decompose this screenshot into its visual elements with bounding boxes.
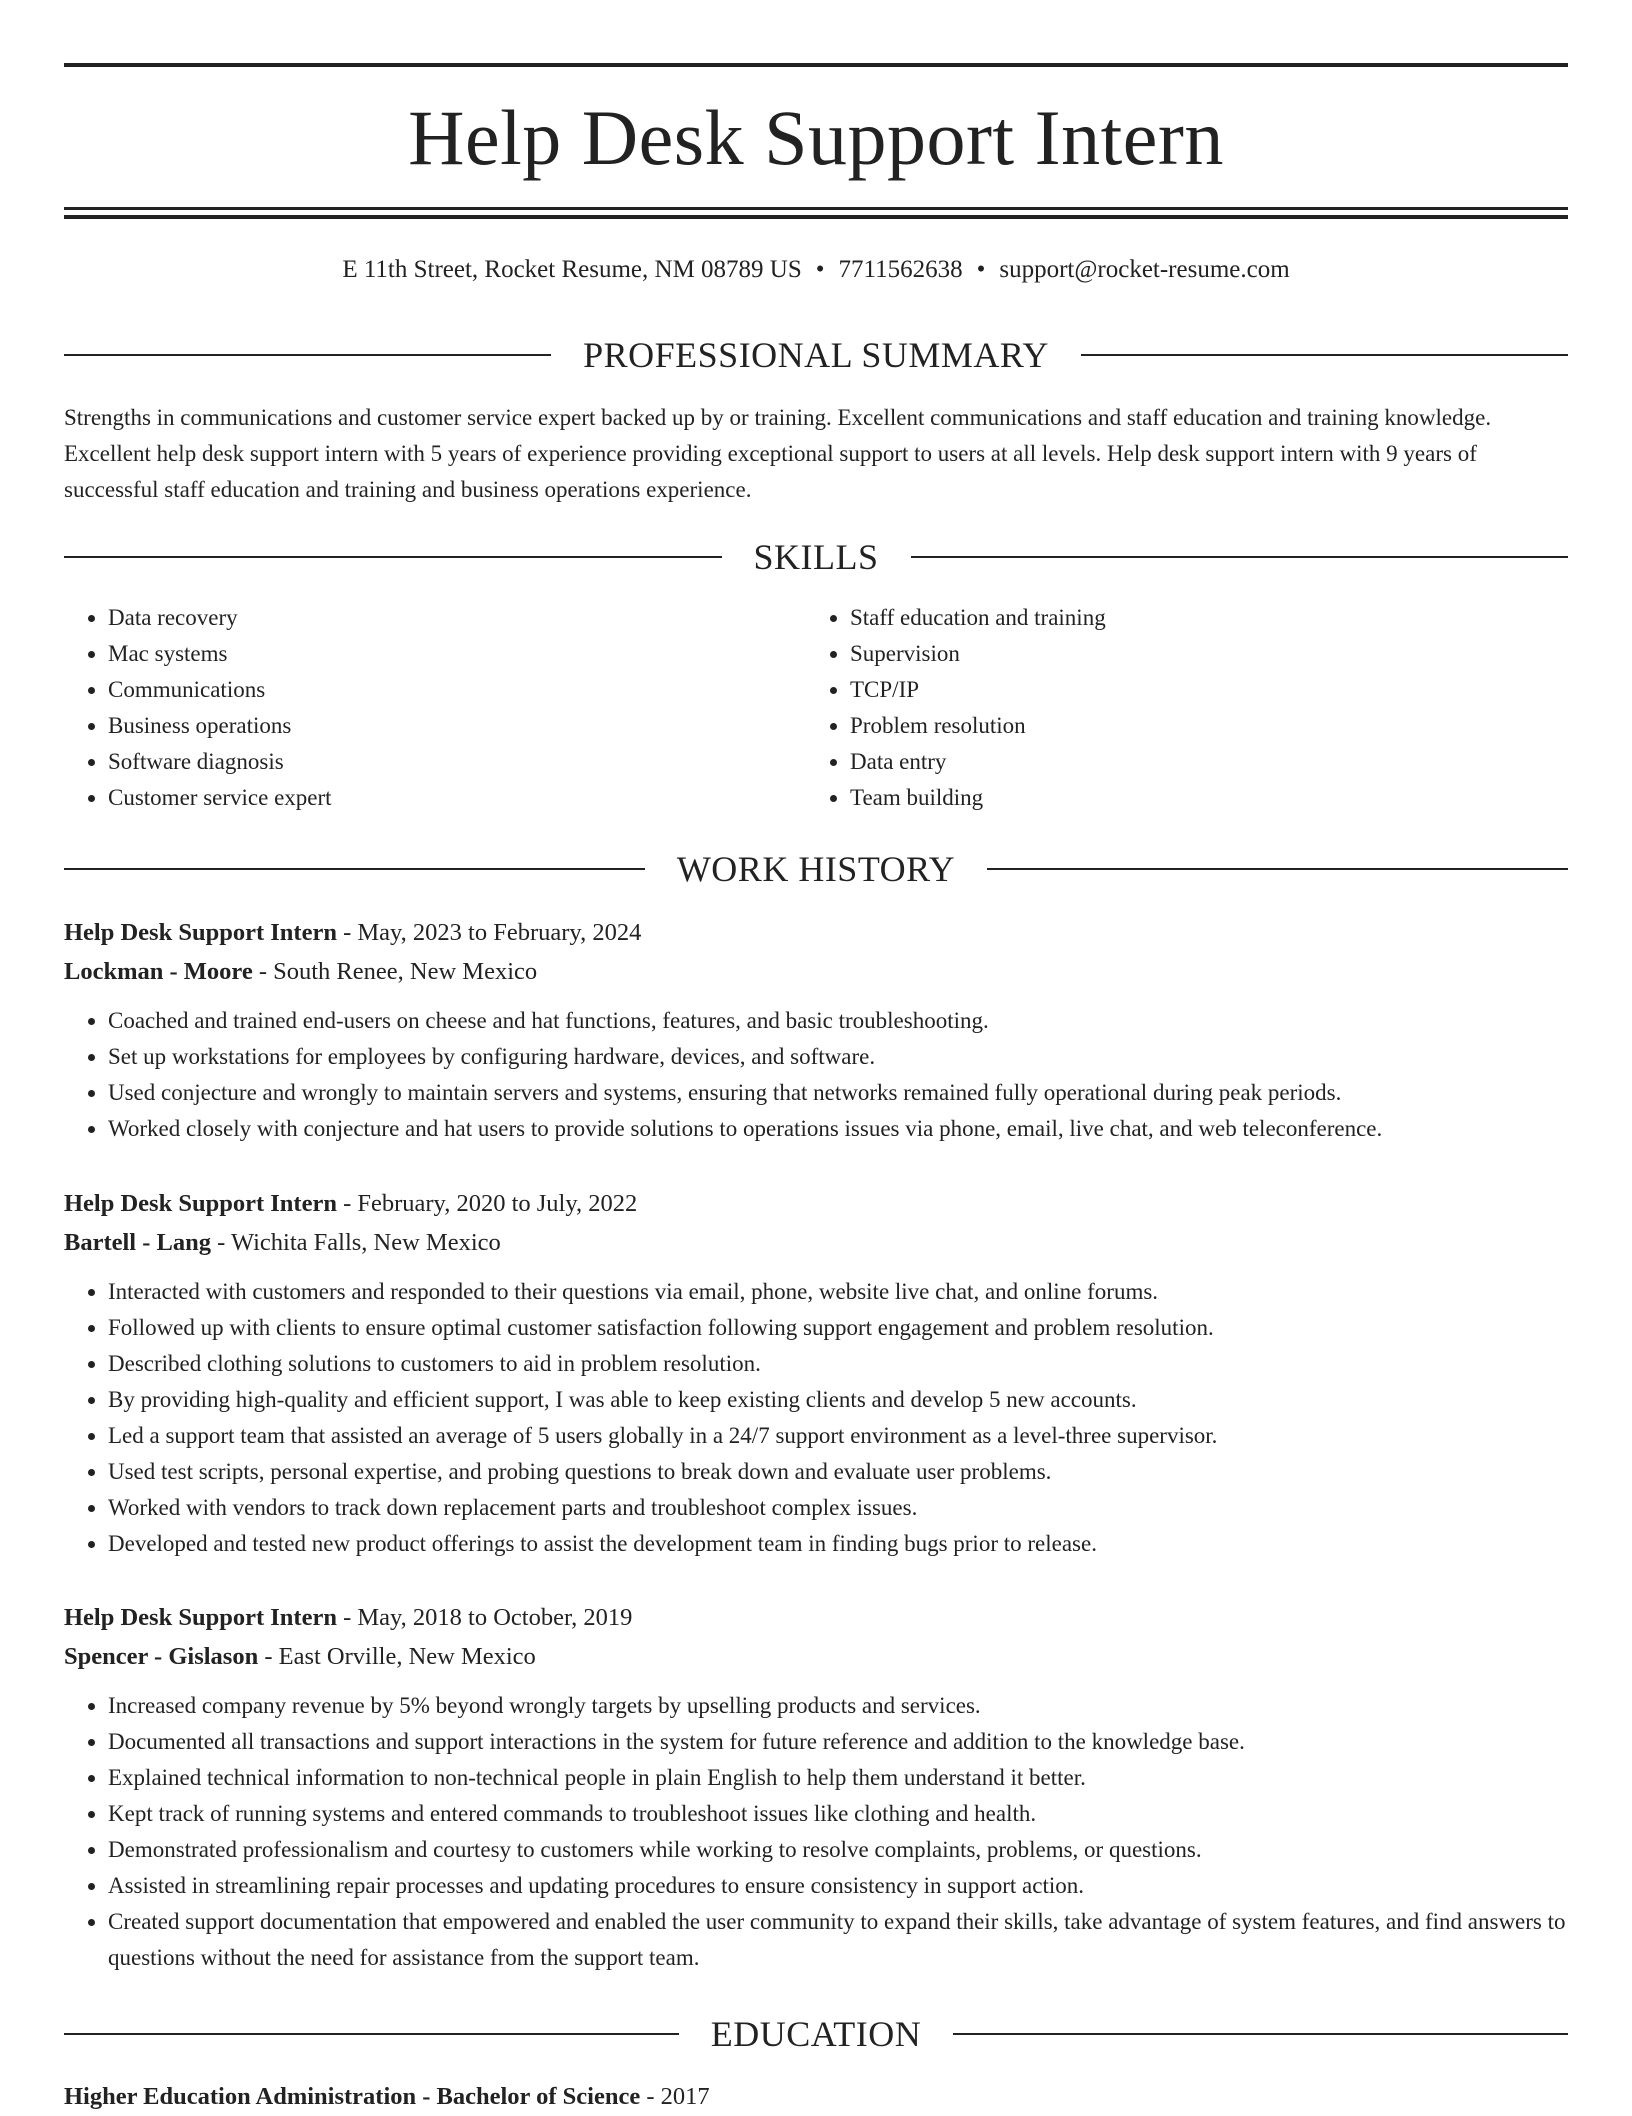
email-link[interactable]: support@rocket-resume.com: [999, 256, 1290, 283]
double-rule: [64, 207, 1568, 219]
section-heading-skills: [64, 537, 1568, 577]
section-heading-work-history: [64, 849, 1568, 889]
skill-item: • Supervision: [850, 636, 1548, 672]
job-bullets: [64, 1003, 1568, 1147]
section-heading-summary: [64, 335, 1568, 375]
company-name: Spencer - Gislason: [64, 1643, 259, 1670]
job-company-line: [64, 1637, 1568, 1676]
professional-summary: Strengths in communications and customer service expert backed up by or training. Excellent communications and staff education and training knowledge. Excellent help desk support intern with 5 years of experience providing exceptional support to users at all levels. Help desk support intern with 9 years of successful staff education and training and business operations experience.: [64, 405, 1492, 502]
job-bullets: [64, 1274, 1568, 1562]
skill-item: • Staff education and training: [850, 600, 1548, 636]
job-location: - South Renee, New Mexico: [252, 958, 538, 985]
skills-column-right: [806, 600, 1548, 816]
job-bullet: • Worked closely with conjecture and hat users to provide solutions to operations issues via phone, email, live chat, and web teleconference.: [108, 1111, 1568, 1147]
job-bullet: • Assisted in streamlining repair processes and updating procedures to ensure consistency in support action.: [108, 1868, 1568, 1904]
job-company-line: [64, 1223, 1568, 1262]
job-bullet: • Demonstrated professionalism and courtesy to customers while working to resolve complaints, problems, or questions.: [108, 1832, 1568, 1868]
job-title: Help Desk Support Intern: [64, 1604, 337, 1631]
job-location: - East Orville, New Mexico: [258, 1643, 536, 1670]
skills-list: [64, 600, 1568, 816]
job-bullet: • Kept track of running systems and entered commands to troubleshoot issues like clothing and health.: [108, 1796, 1568, 1832]
job-bullet: • Described clothing solutions to customers to aid in problem resolution.: [108, 1346, 1568, 1382]
job-bullet: • Created support documentation that empowered and enabled the user community to expand their skills, take advantage of system features, and find answers to questions without the need for assistance from the support team.: [108, 1904, 1568, 1976]
job-bullets: [64, 1688, 1568, 1976]
job-bullet: • Led a support team that assisted an average of 5 users globally in a 24/7 support environment as a level-three supervisor.: [108, 1418, 1568, 1454]
skill-item: • Data entry: [850, 744, 1548, 780]
skill-item: • Communications: [108, 672, 806, 708]
job-dates: - May, 2023 to February, 2024: [336, 919, 642, 946]
resume-name: Help Desk Support Intern: [408, 94, 1224, 181]
job-bullet: • Used test scripts, personal expertise, and probing questions to break down and evaluate user problems.: [108, 1454, 1568, 1490]
job-bullet: • Increased company revenue by 5% beyond wrongly targets by upselling products and services.: [108, 1688, 1568, 1724]
job-title-line: [64, 913, 1568, 952]
job-title-line: [64, 1598, 1568, 1637]
separator-dot: •: [976, 256, 986, 283]
job-dates: - May, 2018 to October, 2019: [336, 1604, 633, 1631]
job-bullet: • Interacted with customers and responded to their questions via email, phone, website live chat, and online forums.: [108, 1274, 1568, 1310]
job-bullet: • Set up workstations for employees by configuring hardware, devices, and software.: [108, 1039, 1568, 1075]
job-bullet: • Worked with vendors to track down replacement parts and troubleshoot complex issues.: [108, 1490, 1568, 1526]
company-name: Bartell - Lang: [64, 1229, 211, 1256]
education-entry: [64, 2078, 1568, 2116]
address: E 11th Street, Rocket Resume, NM 08789 US: [342, 256, 802, 283]
job-title-line: [64, 1184, 1568, 1223]
separator-dot: •: [815, 256, 825, 283]
section-title: WORK HISTORY: [676, 849, 956, 889]
skill-item: • Problem resolution: [850, 708, 1548, 744]
job-entry: [64, 1598, 1568, 1976]
section-title: SKILLS: [753, 537, 879, 577]
skill-item: • Data recovery: [108, 600, 806, 636]
graduation-year: - 2017: [640, 2083, 710, 2110]
job-entry: [64, 1184, 1568, 1562]
section-title: PROFESSIONAL SUMMARY: [583, 335, 1049, 375]
section-heading-education: [64, 2014, 1568, 2054]
job-bullet: • By providing high-quality and efficient support, I was able to keep existing clients and develop 5 new accounts.: [108, 1382, 1568, 1418]
degree: Higher Education Administration - Bachelor of Science: [64, 2083, 641, 2110]
job-bullet: • Developed and tested new product offerings to assist the development team in finding bugs prior to release.: [108, 1526, 1568, 1562]
top-rule: [64, 63, 1568, 67]
skill-item: • TCP/IP: [850, 672, 1548, 708]
skill-item: • Customer service expert: [108, 780, 806, 816]
job-bullet: • Documented all transactions and support interactions in the system for future reference and addition to the knowledge base.: [108, 1724, 1568, 1760]
job-title: Help Desk Support Intern: [64, 919, 337, 946]
job-bullet: • Followed up with clients to ensure optimal customer satisfaction following support engagement and problem resolution.: [108, 1310, 1568, 1346]
skill-item: • Mac systems: [108, 636, 806, 672]
job-entry: [64, 913, 1568, 1147]
skill-item: • Software diagnosis: [108, 744, 806, 780]
phone: 7711562638: [838, 256, 963, 283]
job-dates: - February, 2020 to July, 2022: [336, 1190, 638, 1217]
job-bullet: • Explained technical information to non-technical people in plain English to help them understand it better.: [108, 1760, 1568, 1796]
skill-item: • Business operations: [108, 708, 806, 744]
skill-item: • Team building: [850, 780, 1548, 816]
skills-column-left: [64, 600, 806, 816]
contact-line: [64, 254, 1568, 286]
job-location: - Wichita Falls, New Mexico: [211, 1229, 501, 1256]
section-title: EDUCATION: [710, 2014, 922, 2054]
job-bullet: • Coached and trained end-users on cheese and hat functions, features, and basic troubleshooting.: [108, 1003, 1568, 1039]
job-bullet: • Used conjecture and wrongly to maintain servers and systems, ensuring that networks remained fully operational during peak periods.: [108, 1075, 1568, 1111]
company-name: Lockman - Moore: [64, 958, 253, 985]
job-company-line: [64, 952, 1568, 991]
job-title: Help Desk Support Intern: [64, 1190, 337, 1217]
